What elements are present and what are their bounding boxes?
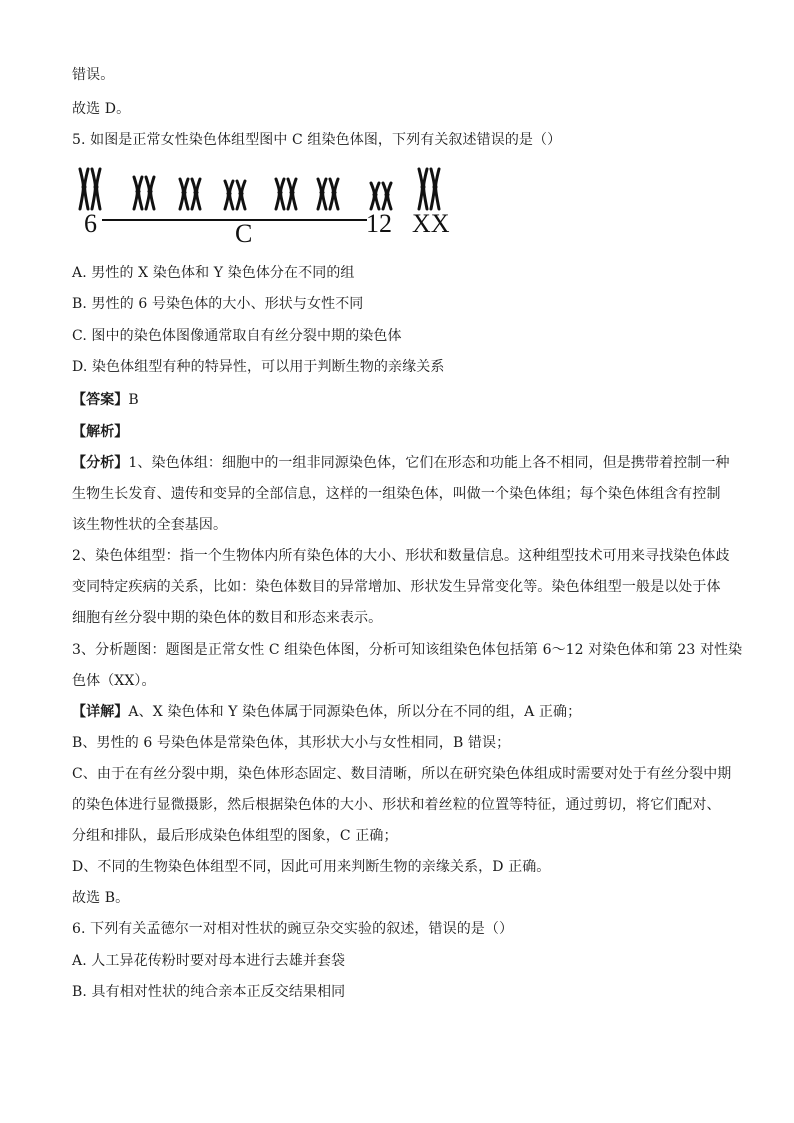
analysis-p2-line1: 2、染色体组型：指一个生物体内所有染色体的大小、形状和数量信息。这种组型技术可用来寻找染色体歧 <box>72 548 730 564</box>
label-sex: XX <box>412 209 450 238</box>
text-line: 故选 D。 <box>72 101 131 117</box>
question-6-stem: 6. 下列有关孟德尔一对相对性状的豌豆杂交实验的叙述，错误的是（） <box>72 921 514 937</box>
answer-tag: 【答案】 <box>72 392 129 408</box>
analysis-tag: 【解析】 <box>72 424 129 440</box>
chromosome-pair <box>80 169 100 209</box>
label-start: 6 <box>84 209 97 238</box>
analysis-p2-line2: 变同特定疾病的关系，比如：染色体数目的异常增加、形状发生异常变化等。染色体组型一般是以处于体 <box>72 579 721 595</box>
answer-line <box>72 390 732 410</box>
analysis-p3-line2: 色体（XX）。 <box>72 673 156 689</box>
chromosome-pair <box>225 181 245 209</box>
detail-line-d: D、不同的生物染色体组型不同，因此可用来判断生物的亲缘关系，D 正确。 <box>72 859 551 875</box>
label-group: C <box>235 219 253 248</box>
detail-line-b: B、男性的 6 号染色体是常染色体，其形状大小与女性相同，B 错误； <box>72 735 511 751</box>
p1a-text: 1、染色体组：细胞中的一组非同源染色体，它们在形态和功能上各不相同，但是携带着控制一种 <box>128 455 730 471</box>
analysis-p2-line3: 细胞有丝分裂中期的染色体的数目和形态来表示。 <box>72 610 383 626</box>
fenxi-tag: 【分析】 <box>72 455 129 471</box>
detail-line-a <box>72 702 732 722</box>
analysis-p1-line3: 该生物性状的全套基因。 <box>72 517 228 533</box>
question-6-option-a: A. 人工异花传粉时要对母本进行去雄并套袋 <box>72 953 346 969</box>
answer-value: B <box>128 392 139 408</box>
xiangjie-tag: 【详解】 <box>72 704 129 720</box>
option-c: C. 图中的染色体图像通常取自有丝分裂中期的染色体 <box>72 328 402 344</box>
text-line: 错误。 <box>72 67 115 83</box>
option-d: D. 染色体组型有种的特异性，可以用于判断生物的亲缘关系 <box>72 359 445 375</box>
question-5-stem: 5. 如图是正常女性染色体组型图中 C 组染色体图，下列有关叙述错误的是（） <box>72 132 562 148</box>
chromosome-pair <box>134 177 154 209</box>
detail-line-c2: 的染色体进行显微摄影，然后根据染色体的大小、形状和着丝粒的位置等特征，通过剪切，将它们配对、 <box>72 797 721 813</box>
analysis-p1-line2: 生物生长发育、遗传和变异的全部信息，这样的一组染色体，叫做一个染色体组；每个染色体组含有控制 <box>72 486 721 502</box>
analysis-p3-line1: 3、分析题图：题图是正常女性 C 组染色体图，分析可知该组染色体包括第 6～12 对染色体和第 23 对性染 <box>72 642 743 658</box>
chromosome-pair <box>318 179 338 209</box>
question-6-option-b: B. 具有相对性状的纯合亲本正反交结果相同 <box>72 984 346 1000</box>
chromosome-pair <box>371 183 391 209</box>
chromosome-pair <box>419 169 439 209</box>
chromosome-c-group-figure <box>72 165 472 248</box>
chromosome-pair <box>180 179 200 209</box>
detail-line-c3: 分组和排队，最后形成染色体组型的图象，C 正确； <box>72 828 398 844</box>
option-b: B. 男性的 6 号染色体的大小、形状与女性不同 <box>72 296 364 312</box>
chromosome-pair <box>276 179 296 209</box>
label-end: 12 <box>366 209 392 238</box>
final-choice: 故选 B。 <box>72 890 130 906</box>
detail-line-c1: C、由于在有丝分裂中期，染色体形态固定、数目清晰，所以在研究染色体组成时需要对处于有丝分裂中期 <box>72 766 732 782</box>
analysis-p1-line1 <box>72 453 732 473</box>
detail-a-text: A、X 染色体和 Y 染色体属于同源染色体，所以分在不同的组，A 正确； <box>128 704 582 720</box>
option-a: A. 男性的 X 染色体和 Y 染色体分在不同的组 <box>72 265 355 281</box>
